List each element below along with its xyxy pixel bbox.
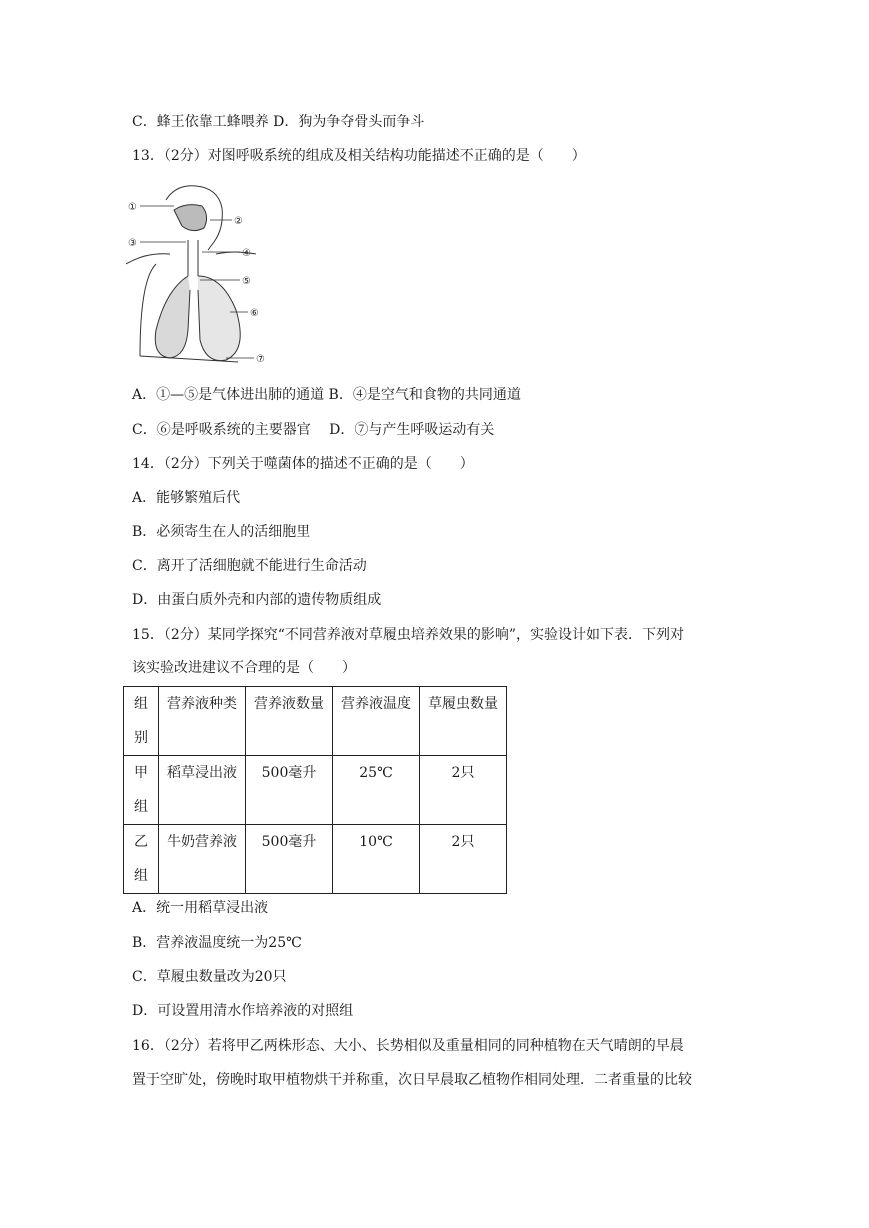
table-cell: 500毫升 (246, 756, 333, 825)
q12-options-cd: C．蜂王依靠工蜂喂养 D．狗为争夺骨头而争斗 (132, 114, 425, 130)
q15-option-c: C．草履虫数量改为20只 (132, 969, 287, 985)
figure-label-1: ① (128, 202, 137, 213)
table-row (124, 825, 507, 894)
table-cell: 牛奶营养液 (159, 825, 246, 894)
header-cell: 组别 (124, 687, 159, 756)
table-header-row (124, 687, 507, 756)
table-cell: 2只 (420, 756, 507, 825)
figure-label-2: ② (234, 216, 243, 227)
figure-label-3: ③ (128, 238, 137, 249)
q14-option-c: C．离开了活细胞就不能进行生命活动 (132, 558, 367, 574)
table-cell: 25℃ (333, 756, 420, 825)
figure-label-6: ⑥ (250, 308, 259, 319)
experiment-table (123, 686, 507, 894)
table-cell: 乙组 (124, 825, 159, 894)
header-cell: 营养液种类 (159, 687, 246, 756)
question-13: 13．（2分）对图呼吸系统的组成及相关结构功能描述不正确的是（ ） (132, 148, 586, 164)
q14-option-b: B．必须寄生在人的活细胞里 (132, 524, 311, 540)
question-15-line2: 该实验改进建议不合理的是（ ） (132, 660, 356, 676)
figure-label-5: ⑤ (242, 276, 251, 287)
q15-option-b: B．营养液温度统一为25℃ (132, 935, 302, 951)
header-cell: 营养液温度 (333, 687, 420, 756)
table-row (124, 756, 507, 825)
q13-options-ab: A．①—⑤是气体进出肺的通道 B．④是空气和食物的共同通道 (132, 387, 521, 403)
figure-label-4: ④ (242, 248, 251, 259)
header-cell: 营养液数量 (246, 687, 333, 756)
q15-option-d: D．可设置用清水作培养液的对照组 (132, 1003, 354, 1019)
q14-option-a: A．能够繁殖后代 (132, 490, 241, 506)
question-14: 14．（2分）下列关于噬菌体的描述不正确的是（ ） (132, 456, 474, 472)
respiratory-system-figure (126, 180, 276, 370)
q15-option-a: A．统一用稻草浸出液 (132, 900, 269, 916)
table-cell: 甲组 (124, 756, 159, 825)
question-15-line1: 15．（2分）某同学探究“不同营养液对草履虫培养效果的影响”，实验设计如下表．下列对 (132, 627, 685, 643)
table-cell: 稻草浸出液 (159, 756, 246, 825)
q14-option-d: D．由蛋白质外壳和内部的遗传物质组成 (132, 592, 382, 608)
figure-label-7: ⑦ (256, 354, 265, 365)
question-16-line1: 16．（2分）若将甲乙两株形态、大小、长势相似及重量相同的同种植物在天气晴朗的早晨 (132, 1038, 684, 1054)
q13-options-cd: C．⑥是呼吸系统的主要器官 D．⑦与产生呼吸运动有关 (132, 422, 495, 438)
table-cell: 500毫升 (246, 825, 333, 894)
table-cell: 2只 (420, 825, 507, 894)
question-16-line2: 置于空旷处，傍晚时取甲植物烘干并称重，次日早晨取乙植物作相同处理．二者重量的比较 (132, 1072, 692, 1088)
table-cell: 10℃ (333, 825, 420, 894)
header-cell: 草履虫数量 (420, 687, 507, 756)
